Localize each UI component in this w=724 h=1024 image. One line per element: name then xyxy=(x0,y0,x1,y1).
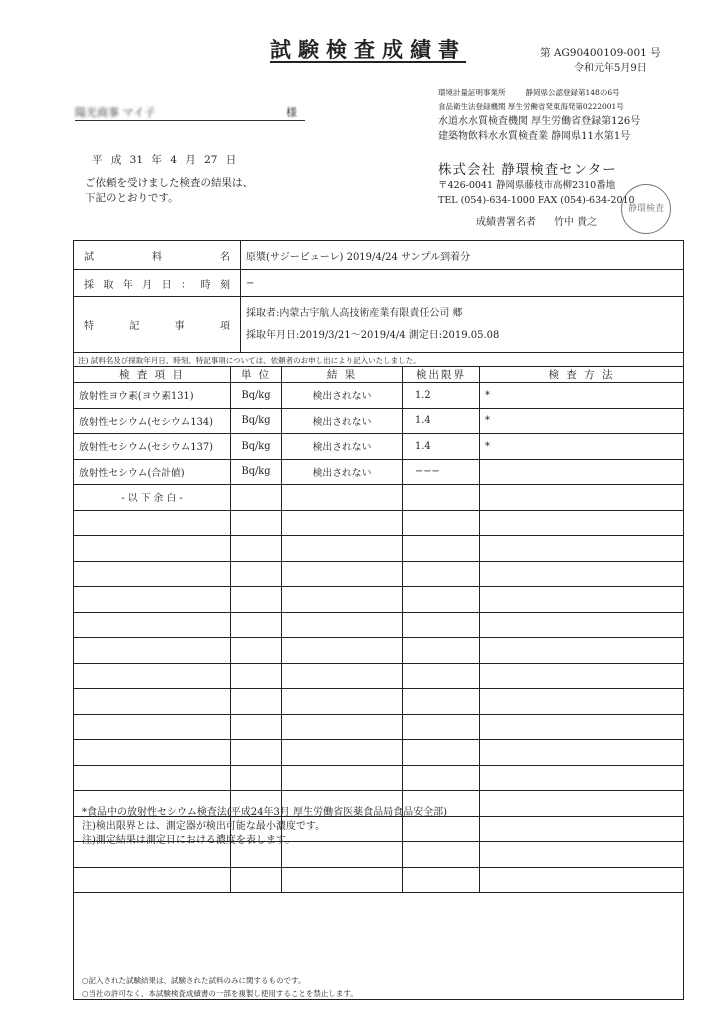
table-row: 放射性セシウム(セシウム134) Bq/kg 検出されない 1.4 * xyxy=(74,408,684,434)
company-name: 株式会社 静環検査センター xyxy=(438,162,617,178)
sample-date-label: 採取年月日：時刻 xyxy=(74,270,241,297)
addressee-suffix: 様 xyxy=(286,106,297,119)
company-address: 〒426-0041 静岡県藤枝市高柳2310番地 xyxy=(438,180,616,191)
end-mark: - 以 下 余 白 - xyxy=(74,485,231,511)
addressee-line xyxy=(75,104,305,121)
sample-name-label: 試料名 xyxy=(74,241,241,270)
report-number: 第 AG90400109-001 号 xyxy=(540,47,661,59)
footer-notes: ○記入された試験結果は、試験された試料のみに関するものです。 ○当社の許可なく、本試験検査成績書の一部を複製し使用することを禁止します。 xyxy=(82,976,358,998)
table-row: 放射性セシウム(セシウム137) Bq/kg 検出されない 1.4 * xyxy=(74,434,684,460)
intro-text: ご依頼を受けました検査の結果は、 下記のとおりです。 xyxy=(85,177,253,204)
request-date: 平 成 31 年 4 月 27 日 xyxy=(92,154,237,166)
registration-item: 水道水水質検査機関 厚生労働省登録第126号 xyxy=(438,116,641,127)
company-contact: TEL (054)-634-1000 FAX (054)-634-2010 xyxy=(438,195,635,206)
table-row: 放射性セシウム(合計値) Bq/kg 検出されない −−− xyxy=(74,459,684,485)
registration-item: 食品衛生法登録機関 厚生労働省発東海発第0222001号 xyxy=(438,102,624,111)
signer: 成績書署名者 竹中 貴之 xyxy=(476,217,598,228)
table-row: 放射性ヨウ素(ヨウ素131) Bq/kg 検出されない 1.2 * xyxy=(74,383,684,409)
registration-item: 環境計量証明事業所 静岡県公認登録第148の6号 xyxy=(438,88,620,97)
sample-info-table xyxy=(73,240,684,353)
remarks-label: 特記事項 xyxy=(74,297,241,353)
registration-list xyxy=(438,86,678,144)
registration-item: 建築物飲料水水質検査業 静岡県11水第1号 xyxy=(438,131,631,142)
report-date: 令和元年5月9日 xyxy=(574,63,647,74)
table-row xyxy=(74,485,684,511)
method-notes: *食品中の放射性セシウム検査法(平成24年3月 厚生労働省医薬食品局食品安全部) 注)検出限界とは、測定器が検出可能な最小濃度です。 注)測定結果は測定日における濃度を表します。 xyxy=(82,807,447,846)
report-title: 試験検査成績書 xyxy=(270,37,466,62)
sample-note: 注) 試料名及び採取年月日、時刻、特記事項については、依頼者のお申し出により記入いたしました。 xyxy=(78,356,421,365)
company-seal: 静環検査 xyxy=(621,184,671,234)
addressee-name: 陽光商事 マイ子 xyxy=(75,106,156,119)
sample-name-value: 原漿(サジーピューレ) 2019/4/24 サンプル到着分 xyxy=(241,241,684,270)
sample-date-value: − xyxy=(241,270,684,297)
remarks-value: 採取者:内蒙古宇航人高技術産業有限責任公司 郷 採取年月日:2019/3/21〜2019/4/4 測定日:2019.05.08 xyxy=(241,297,684,353)
results-header-row: 検 査 項 目 単 位 結 果 検出限界 検 査 方 法 xyxy=(74,367,684,383)
